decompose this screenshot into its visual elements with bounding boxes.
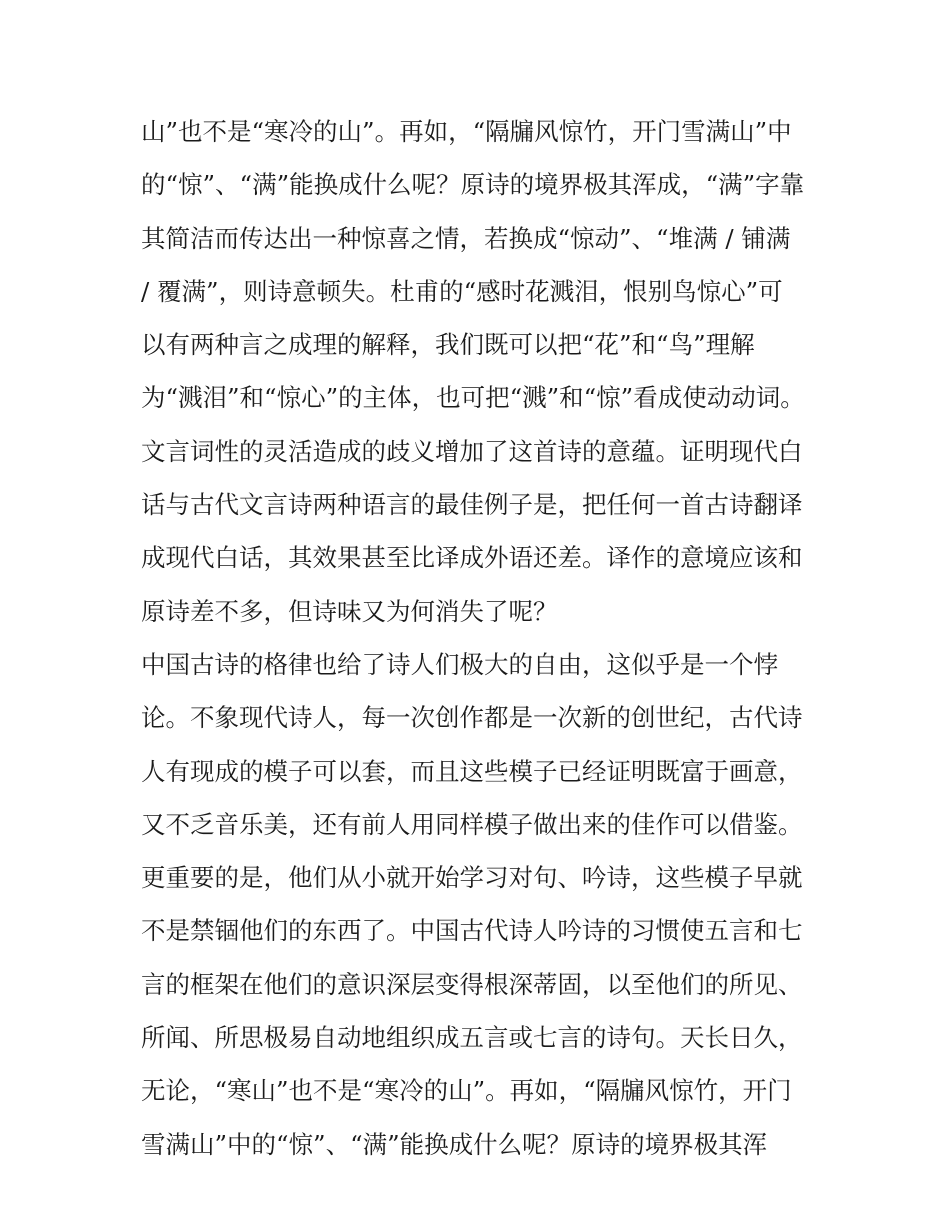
text-line: / 覆满”，则诗意顿失。杜甫的“感时花溅泪，恨别鸟惊心”可 <box>141 276 783 306</box>
text-line: 又不乏音乐美，还有前人用同样模子做出来的佳作可以借鉴。 <box>141 809 803 839</box>
text-line: 原诗差不多，但诗味又为何消失了呢？ <box>141 596 558 626</box>
text-line: 中国古诗的格律也给了诗人们极大的自由，这似乎是一个悖 <box>141 649 778 679</box>
text-line: 话与古代文言诗两种语言的最佳例子是，把任何一首古诗翻译 <box>141 490 803 520</box>
text-line: 更重要的是，他们从小就开始学习对句、吟诗，这些模子早就 <box>141 863 803 893</box>
text-line: 以有两种言之成理的解释，我们既可以把“花”和“鸟”理解 <box>141 330 755 360</box>
text-line: 山”也不是“寒冷的山”。再如，“隔牖风惊竹，开门雪满山”中 <box>141 117 792 146</box>
body-text <box>141 105 821 1171</box>
text-line: 文言词性的灵活造成的歧义增加了这首诗的意蕴。证明现代白 <box>141 436 803 466</box>
text-line: 论。不象现代诗人，每一次创作都是一次新的创世纪，古代诗 <box>141 703 803 733</box>
text-line: 为“溅泪”和“惊心”的主体，也可把“溅”和“惊”看成使动动词。 <box>141 383 805 413</box>
text-line: 其简洁而传达出一种惊喜之情，若换成“惊动”、“堆满 / 铺满 <box>141 223 791 253</box>
text-line: 不是禁锢他们的东西了。中国古代诗人吟诗的习惯使五言和七 <box>141 916 803 946</box>
text-line: 言的框架在他们的意识深层变得根深蒂固，以至他们的所见、 <box>141 969 803 999</box>
text-line: 所闻、所思极易自动地组织成五言或七言的诗句。天长日久， <box>141 1023 803 1053</box>
text-line: 无论，“寒山”也不是“寒冷的山”。再如，“隔牖风惊竹，开门 <box>141 1076 792 1106</box>
text-line: 人有现成的模子可以套，而且这些模子已经证明既富于画意， <box>141 756 803 786</box>
text-line: 的“惊”、“满”能换成什么呢？原诗的境界极其浑成，“满”字靠 <box>141 170 805 200</box>
text-line: 雪满山”中的“惊”、“满”能换成什么呢？原诗的境界极其浑 <box>141 1129 768 1159</box>
text-line: 成现代白话，其效果甚至比译成外语还差。译作的意境应该和 <box>141 543 803 573</box>
